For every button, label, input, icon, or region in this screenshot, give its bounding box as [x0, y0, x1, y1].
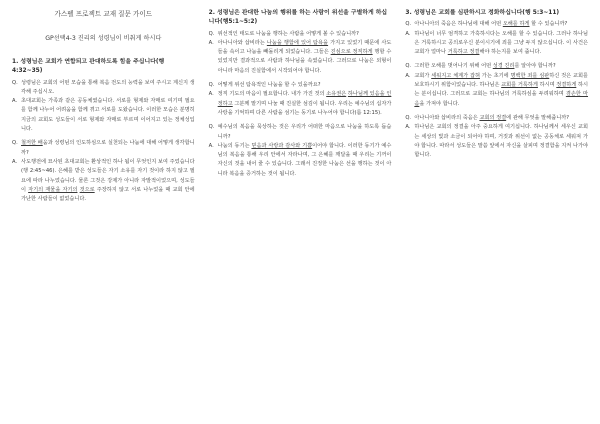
answer-marker: A.	[208, 39, 214, 46]
underlined-phrase: 믿음과 사랑과 감사와 기쁨	[251, 142, 313, 149]
question-text	[21, 139, 195, 158]
question-text	[414, 62, 588, 71]
answer-marker: A.	[405, 124, 411, 131]
text-run: 그러한 오해를 벗어나기 위해 어떤	[414, 63, 493, 70]
question-item	[209, 123, 392, 142]
question-item	[12, 139, 195, 158]
column-3	[405, 9, 588, 424]
text-run: 예수님의 복음을 묵상하는 것은 우리가 어떠한 마음으로 나눔을 하도록 돕습니까?	[217, 124, 392, 140]
text-run: 정직 기도의 마음이 필요합니다. 내가 가진 것의	[217, 91, 327, 98]
answer-text	[414, 30, 588, 58]
text-run: 사도행전에 묘사된 초대교회는 환상적인 하나 됨이 무엇인지 보여 주었습니다(행 2:45~46). 은혜를 받은 성도들은 자기 소유를 자기 것이라 하지 않고 필요에 따라 나누었습니다. 물론 그것은 강제가 아니라 자발적이었으며, 성도들이	[21, 158, 195, 193]
section-2-qa	[209, 30, 392, 184]
text-run: 아나니아의 죽음은 하나님에 대해 어떤	[414, 21, 503, 28]
underlined-phrase: 오해를 하게	[502, 21, 530, 28]
column-1	[12, 9, 195, 424]
underlined-phrase: 철저한 배	[21, 140, 43, 147]
answer-text	[218, 142, 392, 179]
underlined-phrase: 겸손한 마음	[414, 91, 589, 107]
underlined-phrase: 하나님께 있음을 인정하고	[217, 91, 392, 107]
answer-item	[12, 97, 195, 134]
qa-spacer	[209, 179, 392, 184]
answer-item	[209, 39, 392, 76]
guide-header: 가스펠 프로젝트 교재 질문 가이드	[54, 10, 153, 18]
text-run: 가지고 있었기 때문에 사도들을 속이고 나눔을 빼돌리게 되었습니다. 그들은	[217, 39, 392, 56]
text-run: 하나님이 너무 엄격하고 가혹하시다는 오해를 할 수 있습니다. 그러나 하나님은 거룩하시고 공의로우신 분이시기에 죄를 그냥 두지 않으십니다. 이 사건은 교회가 얼마나	[414, 30, 589, 56]
text-run: 나눔의 동기는	[217, 142, 252, 149]
answer-item	[209, 142, 392, 179]
question-item	[209, 81, 392, 90]
text-run: 을 가져야 합니다.	[419, 100, 460, 107]
text-run: 초대교회는 가족과 같은 공동체였습니다. 서로를 형제와 자매로 여기며 필요를 함께 나누어 어려움을 함께 겪고 서로를 도왔습니다. 이러한 모습은 분명히 지금의 교회도 성도들이 서로 형제와 자매로 부르며 이어지고 있는 정체성입니다.	[21, 98, 195, 133]
text-run: 어떻게 위선 탐욕적인 나눔을 할 수 있을까요?	[217, 82, 321, 89]
answer-text	[414, 123, 588, 160]
question-item	[405, 62, 588, 71]
answer-marker: A.	[405, 72, 411, 79]
question-text	[414, 114, 588, 123]
qa-spacer	[12, 204, 195, 209]
answer-item	[405, 72, 588, 109]
underlined-phrase: 성경 진리	[492, 63, 515, 70]
text-run: 하신 것은 교회를 보호하시기 위함이었습니다. 하나님은	[414, 72, 588, 89]
answer-item	[405, 123, 588, 160]
qa-spacer	[405, 160, 588, 165]
question-marker: Q.	[12, 79, 18, 86]
text-run: 위선적인 태도로 나눔을 행하는 사람을 어떻게 볼 수 있습니까?	[217, 30, 359, 37]
question-text	[218, 123, 392, 142]
underlined-phrase: 거룩하고 정결	[447, 49, 480, 56]
question-item	[405, 114, 588, 123]
column-2	[209, 9, 392, 424]
question-text	[414, 20, 588, 29]
underlined-phrase: 정결하게	[556, 82, 577, 89]
question-marker: Q.	[405, 114, 412, 121]
underlined-phrase: 나눔을 행함에 있어 탐욕을	[266, 39, 329, 46]
text-run: 성령님은 교회의 어떤 모습을 통해 복음 전도의 능력을 보여 주시고 계신지 생각해 주십시오.	[21, 79, 195, 95]
question-item	[12, 79, 195, 98]
text-run: 를 알아야 합니까?	[514, 63, 556, 70]
question-marker: Q.	[208, 30, 215, 37]
text-run: 주장하지 않고 서로 나누었을 때 교회 안에 가난한 사람들이 없었습니다.	[21, 186, 195, 203]
section-3-heading: 3. 성령님은 교회를 심판하시고 정화하십니다(행 5:3~11)	[405, 10, 560, 16]
underlined-phrase: 교회를 거룩하게	[501, 82, 538, 89]
answer-text	[218, 90, 392, 118]
question-item	[405, 20, 588, 29]
text-run: 교회가	[414, 72, 432, 79]
section-3-qa	[405, 20, 588, 165]
text-run: 에 관해 무엇을 말해줍니까?	[506, 114, 569, 121]
text-run: 아나니아와 삽비라는	[217, 39, 267, 46]
question-marker: Q.	[208, 124, 215, 131]
underlined-phrase: 세워지고 체계가 잡혀	[431, 72, 480, 79]
underlined-phrase: 것으로	[79, 186, 95, 193]
answer-text	[21, 158, 195, 204]
text-run: 그분께 맡기며 나눌 때 진실한 섬김이 됩니다. 우리는 예수님의 십자가 사랑을 기억하며 다른 사람을 섬기는 동기로 나누어야 합니다(롬 12:15).	[217, 100, 392, 116]
question-text	[218, 30, 392, 39]
question-marker: Q.	[405, 63, 412, 70]
text-run: 하시는 분이십니다. 그러므로 교회는 하나님의 거룩하심을 두려워하며	[414, 82, 589, 98]
text-run: 하시며	[537, 82, 557, 89]
text-run: 움과 성령님의 인도하심으로 실천되는 나눔에 대해 어떻게 생각합니까?	[21, 140, 195, 156]
text-run: 이어야 합니다. 이러한 동기가 예수님의 복음을 통해 우리 안에서 자라나며, 그 은혜를 깨달을 때 우리는 기꺼이 자신의 것을 내어 줄 수 있습니다. 그래서 진정한 나눔은 선을 행하는 것이 아니라 복음을 증거하는 것이 됩니다.	[217, 142, 392, 177]
text-run: 아나니아와 삽비라의 죽음은	[414, 114, 480, 121]
underlined-phrase: 자기의 재물을 자기의	[28, 186, 78, 193]
underlined-phrase: 진심으로 정직하게	[330, 49, 373, 56]
text-run: 가는 초기에	[479, 72, 511, 79]
text-run: 할 수 있습니까?	[529, 21, 568, 28]
question-marker: Q.	[12, 140, 18, 147]
section-2-heading: 2. 성령님은 관대한 나눔의 행위를 하는 사람이 위선을 구별하게 하십니다(행5:1~5:2)	[208, 10, 388, 26]
answer-marker: A.	[12, 98, 18, 105]
answer-text	[21, 97, 195, 134]
lesson-title: GP선택4-3 진리의 성령님이 비춰게 하시다	[45, 35, 162, 42]
answer-marker: A.	[208, 91, 214, 98]
answer-text	[218, 39, 392, 76]
question-text	[21, 79, 195, 98]
answer-item	[209, 90, 392, 118]
underlined-phrase: 소유권은	[326, 91, 347, 98]
answer-text	[414, 72, 588, 109]
underlined-phrase: 명백한 죄를 심판	[510, 72, 550, 79]
question-item	[209, 30, 392, 39]
answer-marker: A.	[208, 142, 214, 149]
answer-marker: A.	[12, 158, 18, 165]
question-text	[218, 81, 392, 90]
text-run: 하나님은 교회의 정결을 아주 중요하게 여기십니다. 하나님께서 세우신 교회는 세상의 빛과 소금이 되어야 하며, 거짓과 위선이 없는 공동체로 세워져 가야 합니다. 따라서 성도들은 말씀 앞에서 자신을 살피며 정결함을 지켜 나가야 합니다.	[414, 124, 589, 159]
section-1-heading: 1. 성령님은 교회가 연합되고 관대하도록 힘을 주십니다(행4:32~35)	[12, 59, 165, 75]
question-marker: Q.	[208, 82, 215, 89]
underlined-phrase: 교회의 정결	[479, 114, 507, 121]
answer-item	[405, 30, 588, 58]
answer-marker: A.	[405, 30, 411, 37]
text-run: 행할 수 있었지만 결과적으로 사람과 하나님을 속였습니다. 그러므로 나눔은 외형이 아니라 마음의 진실함에서 시작되어야 합니다.	[217, 49, 392, 74]
answer-item	[12, 158, 195, 204]
question-marker: Q.	[405, 21, 412, 28]
text-run: 해야 하는지를 보여 줍니다.	[479, 49, 542, 56]
section-1-qa	[12, 79, 195, 210]
